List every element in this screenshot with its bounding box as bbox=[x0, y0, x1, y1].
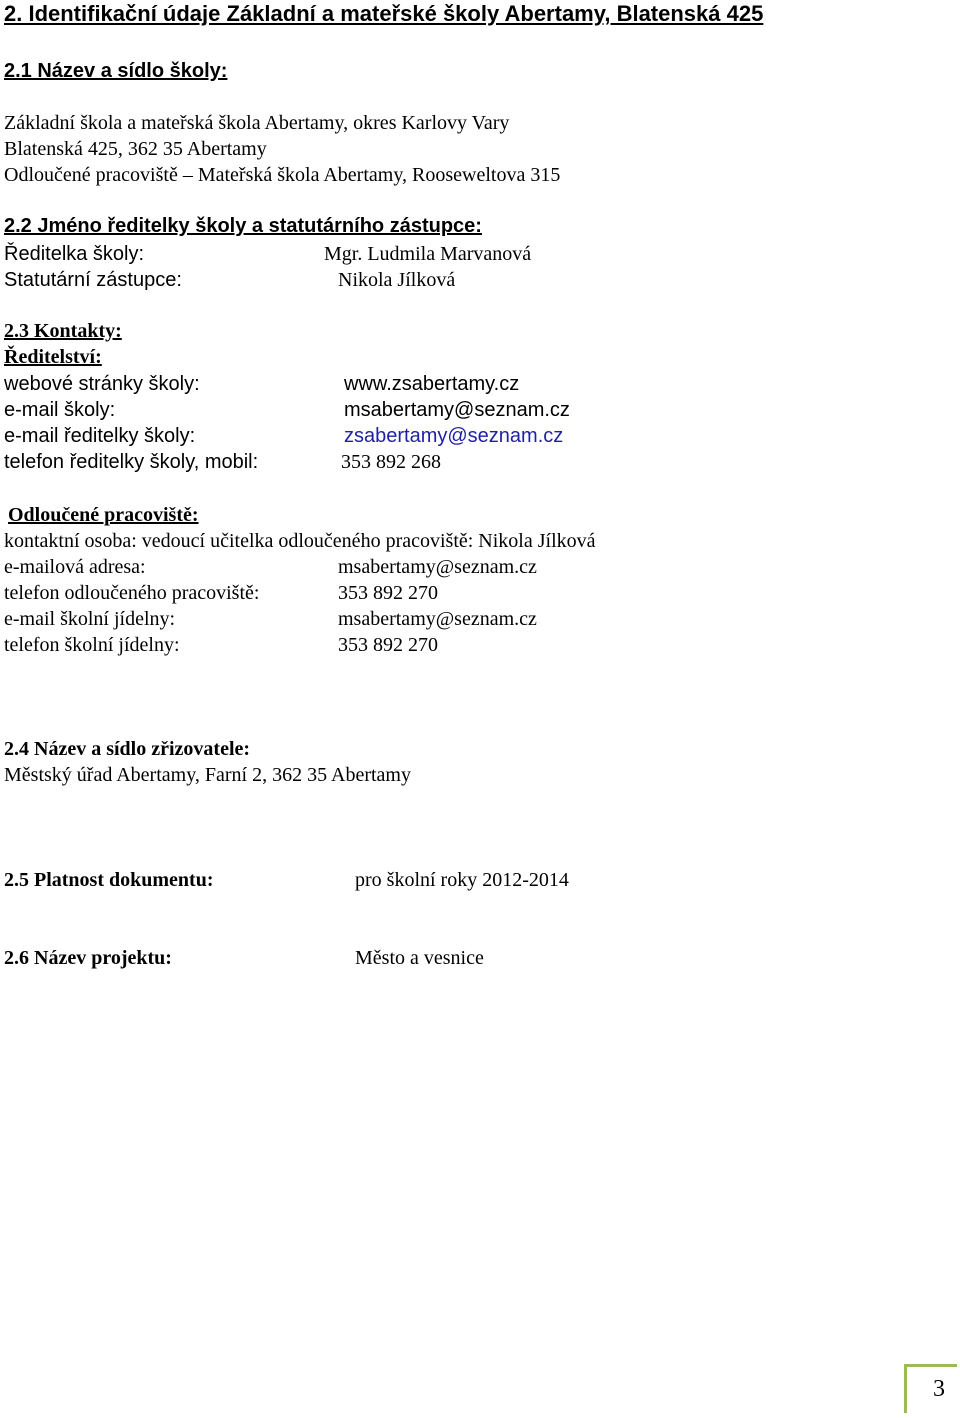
canteen-email-label: e-mail školní jídelny: bbox=[4, 608, 176, 630]
school-email-value[interactable]: msabertamy@seznam.cz bbox=[344, 399, 570, 421]
section-2-5-label: 2.5 Platnost dokumentu: bbox=[4, 869, 214, 891]
branch-contact-person: kontaktní osoba: vedoucí učitelka odloučeného pracoviště: Nikola Jílková bbox=[4, 530, 596, 552]
section-2-1-heading: 2.1 Název a sídlo školy: bbox=[4, 60, 228, 82]
branch-email-value[interactable]: msabertamy@seznam.cz bbox=[338, 556, 537, 578]
branch-email-label: e-mailová adresa: bbox=[4, 556, 146, 578]
school-address-line: Blatenská 425, 362 35 Abertamy bbox=[4, 138, 267, 160]
school-email-label: e-mail školy: bbox=[4, 399, 116, 421]
document-title: 2. Identifikační údaje Základní a mateřské školy Abertamy, Blatenská 425 bbox=[4, 1, 764, 26]
section-2-2-heading: 2.2 Jméno ředitelky školy a statutárního zástupce: bbox=[4, 215, 482, 237]
founder-line: Městský úřad Abertamy, Farní 2, 362 35 Abertamy bbox=[4, 764, 411, 786]
branch-address-line: Odloučené pracoviště – Mateřská škola Abertamy, Rooseweltova 315 bbox=[4, 164, 561, 186]
principal-label: Ředitelka školy: bbox=[4, 243, 145, 265]
principal-phone-value: 353 892 268 bbox=[341, 451, 441, 473]
principal-phone-label: telefon ředitelky školy, mobil: bbox=[4, 451, 259, 473]
page-number-box bbox=[904, 1364, 957, 1413]
school-name-line: Základní škola a mateřská škola Abertamy, okres Karlovy Vary bbox=[4, 112, 510, 134]
deputy-value: Nikola Jílková bbox=[338, 269, 456, 291]
validity-value: pro školní roky 2012-2014 bbox=[355, 869, 569, 891]
directorate-subheading: Ředitelství: bbox=[4, 346, 102, 368]
principal-email-link[interactable]: zsabertamy@seznam.cz bbox=[344, 425, 564, 447]
website-value[interactable]: www.zsabertamy.cz bbox=[344, 373, 520, 395]
branch-heading: Odloučené pracoviště: bbox=[8, 504, 199, 526]
section-2-6-label: 2.6 Název projektu: bbox=[4, 947, 172, 969]
branch-phone-label: telefon odloučeného pracoviště: bbox=[4, 582, 260, 604]
principal-value: Mgr. Ludmila Marvanová bbox=[324, 243, 532, 265]
section-2-3-heading: 2.3 Kontakty: bbox=[4, 320, 122, 342]
canteen-phone-label: telefon školní jídelny: bbox=[4, 634, 180, 656]
principal-email-label: e-mail ředitelky školy: bbox=[4, 425, 196, 447]
branch-phone-value: 353 892 270 bbox=[338, 582, 438, 604]
canteen-email-value[interactable]: msabertamy@seznam.cz bbox=[338, 608, 537, 630]
website-label: webové stránky školy: bbox=[4, 373, 200, 395]
canteen-phone-value: 353 892 270 bbox=[338, 634, 438, 656]
deputy-label: Statutární zástupce: bbox=[4, 269, 182, 291]
section-2-4-heading: 2.4 Název a sídlo zřizovatele: bbox=[4, 738, 251, 760]
project-name-value: Město a vesnice bbox=[355, 947, 484, 969]
page-number: 3 bbox=[933, 1376, 945, 1402]
